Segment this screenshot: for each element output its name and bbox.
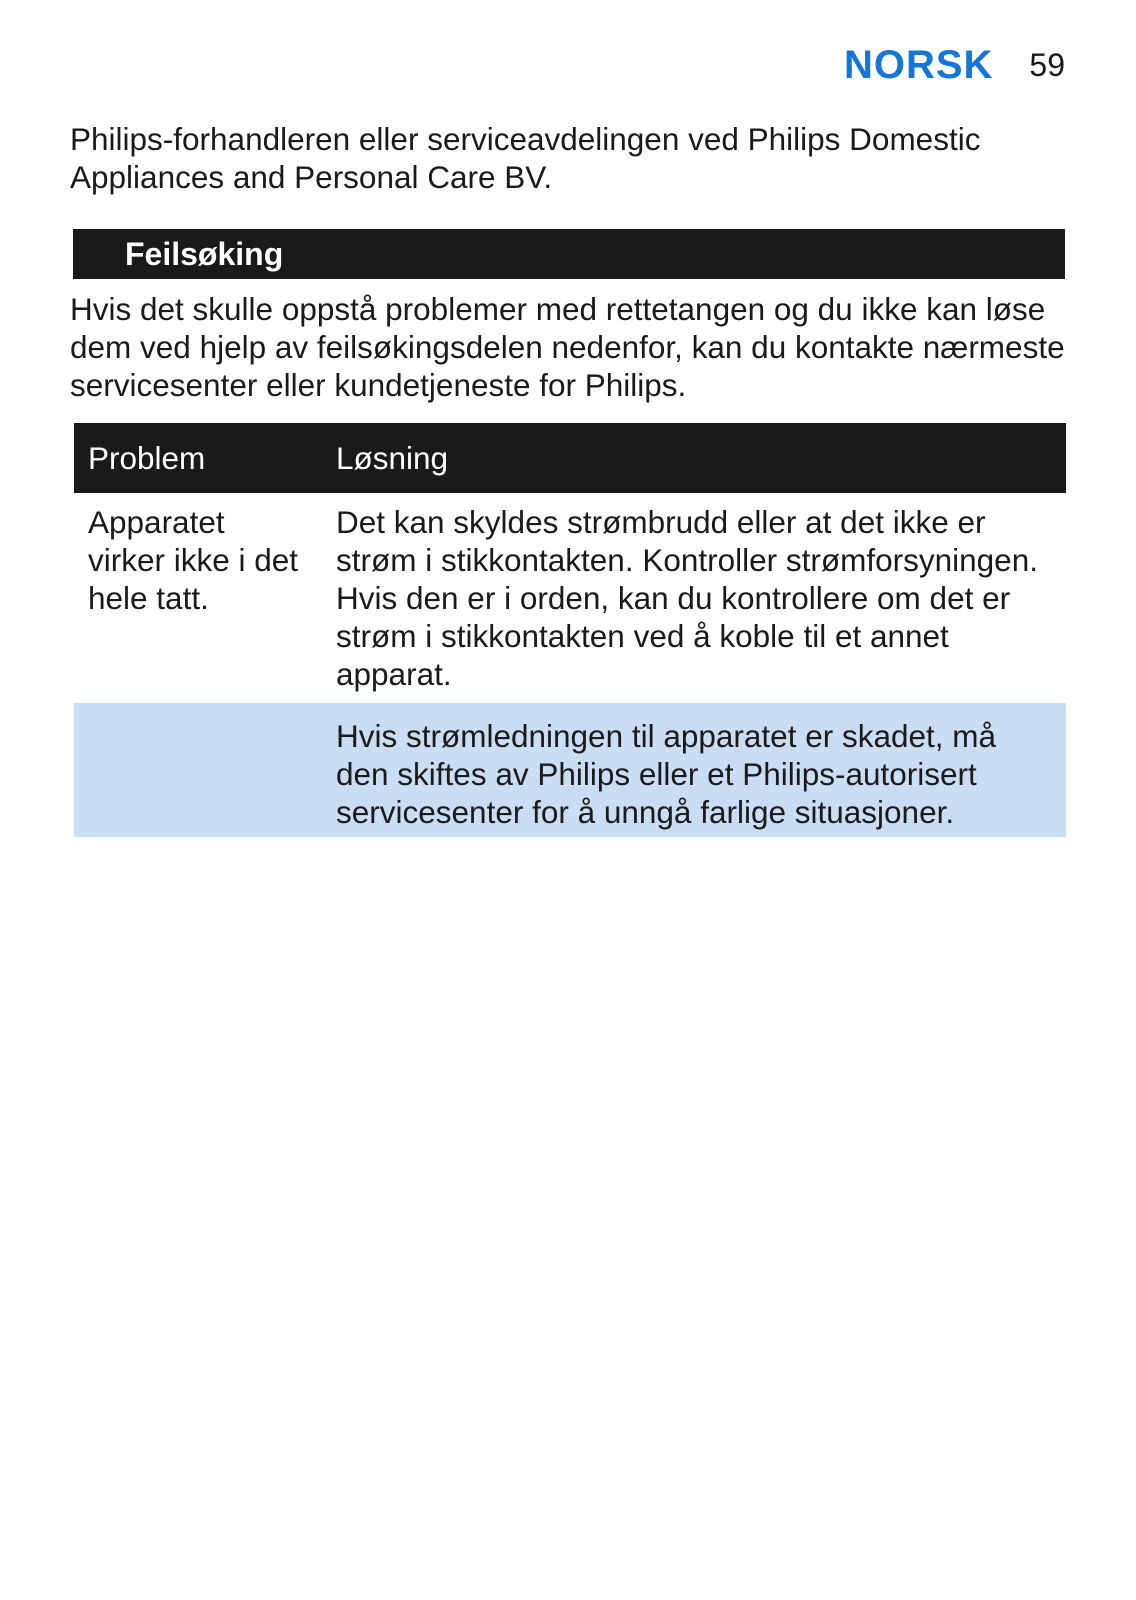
problem-cell <box>74 703 322 837</box>
section-title-bar <box>73 229 1065 279</box>
column-header-solution: Løsning <box>336 440 449 476</box>
intro-paragraph: Philips-forhandleren eller serviceavdelingen ved Philips Domestic Appliances and Personal Care BV. <box>70 121 981 195</box>
troubleshooting-table <box>74 423 1066 837</box>
table-header <box>74 423 1066 493</box>
page-header <box>844 40 1065 90</box>
table-row <box>74 493 1066 703</box>
section-title: Feilsøking <box>125 235 284 272</box>
page-number: 59 <box>1029 46 1065 83</box>
solution-cell: Det kan skyldes strømbrudd eller at det ikke er strøm i stikkontakten. Kontroller strømforsyningen. Hvis den er i orden, kan du kontrollere om det er strøm i stikkontakten ved å koble til et annet apparat. <box>336 504 1038 692</box>
language-label: NORSK <box>843 42 994 87</box>
problem-cell: Apparatet virker ikke i det hele tatt. <box>88 504 299 616</box>
column-header-problem: Problem <box>88 440 206 476</box>
table-row <box>74 703 1066 837</box>
section-description: Hvis det skulle oppstå problemer med rettetangen og du ikke kan løse dem ved hjelp av feilsøkingsdelen nedenfor, kan du kontakte nærmeste servicesenter eller kundetjeneste for Philips. <box>70 291 1065 403</box>
solution-cell: Hvis strømledningen til apparatet er skadet, må den skiftes av Philips eller et Philips-autorisert servicesenter for å unngå farlige situasjoner. <box>336 718 997 830</box>
